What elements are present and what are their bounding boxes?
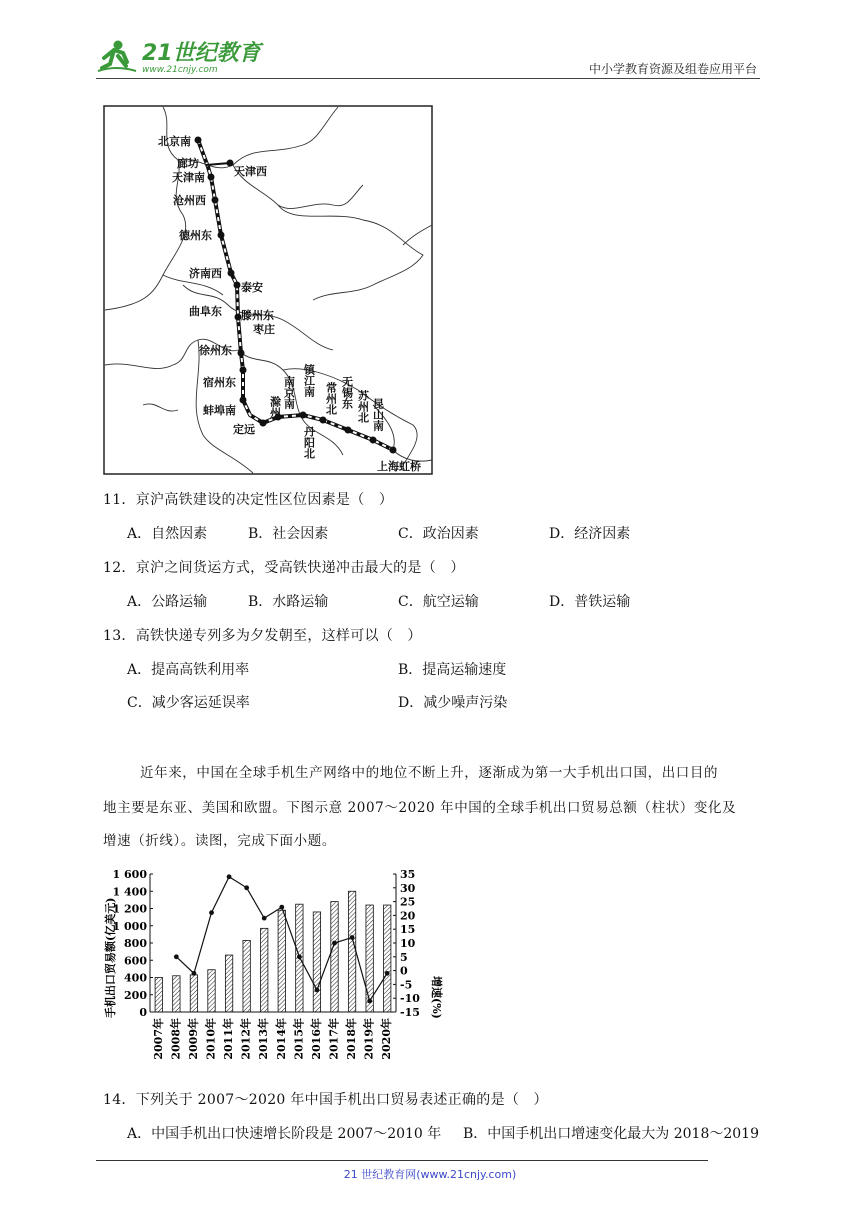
x-tick-label: 2018年 [345,1018,359,1060]
question-14-stem: 14．下列关于 2007～2020 年中国手机出口贸易表述正确的是（ ） [103,1092,548,1108]
y2-tick-label: 5 [400,950,408,964]
q12-option-a[interactable]: A．公路运输 [127,594,208,610]
growth-point [192,971,197,976]
bar [208,970,215,1012]
site-logo [96,38,261,76]
question-12-stem: 12．京沪之间货运方式，受高铁快递冲击最大的是（ ） [103,560,465,576]
label-tengzhoudong: 滕州东 [241,309,274,322]
label-wuxidong: 无锡东 [340,376,354,409]
label-suzhoubei: 苏州北 [356,390,370,423]
q12-option-c[interactable]: C．航空运输 [398,594,479,610]
y-tick-label: 0 [139,1006,147,1019]
q13-option-c[interactable]: C．减少客运延误率 [127,695,250,711]
footer-divider [96,1160,708,1161]
q14-option-a[interactable]: A．中国手机出口快速增长阶段是 2007～2010 年 [127,1126,442,1142]
label-kunshannan: 昆山南 [371,398,385,431]
y-tick-label: 1 400 [112,885,147,899]
bar [225,955,232,1012]
label-suzhoudong: 宿州东 [203,376,236,389]
x-tick-label: 2015年 [292,1018,306,1060]
growth-point [209,910,214,915]
x-tick-label: 2020年 [380,1018,394,1060]
x-tick-label: 2013年 [257,1018,271,1060]
label-qufudong: 曲阜东 [189,305,222,318]
growth-point [385,971,390,976]
label-danyangbei: 丹阳北 [302,426,316,459]
y-tick-label: 1 200 [112,902,147,916]
bar [155,978,162,1013]
bar [348,891,355,1012]
growth-point [227,874,232,879]
growth-point [244,885,249,890]
bar [173,976,180,1012]
bar [190,975,197,1012]
label-jinanxi: 济南西 [189,267,222,280]
y-tick-label: 400 [124,971,147,985]
x-tick-label: 2009年 [186,1018,200,1060]
passage-line-3: 增速（折线）。读图，完成下面小题。 [103,833,336,849]
passage-line-1: 近年来，中国在全球手机生产网络中的地位不断上升，逐渐成为第一大手机出口国，出口目的 [140,765,719,781]
header-divider [96,78,760,79]
growth-point [315,988,320,993]
y-tick-label: 600 [124,954,147,968]
runner-icon [98,41,136,72]
q13-option-b[interactable]: B．提高运输速度 [398,662,507,678]
q13-option-a[interactable]: A．提高高铁利用率 [127,662,250,678]
bar [243,940,250,1012]
growth-point [297,954,302,959]
logo-text: 21世纪教育 [142,41,261,66]
y2-tick-label: 0 [400,964,408,978]
label-zhenjiangnan: 镇江南 [302,364,316,397]
y2-tick-label: -15 [400,1006,420,1019]
label-dezhoudong: 德州东 [179,229,212,242]
y2-tick-label: -10 [400,992,420,1006]
y-tick-label: 200 [124,988,147,1002]
x-tick-label: 2007年 [151,1018,165,1060]
label-langfang: 廊坊 [177,157,199,170]
growth-point [262,916,267,921]
label-tianjinxi: 天津西 [234,165,267,178]
y-tick-label: 1 000 [112,919,147,933]
question-11-stem: 11．京沪高铁建设的决定性区位因素是（ ） [103,492,394,508]
growth-point [332,941,337,946]
growth-point [174,954,179,959]
x-tick-label: 2017年 [327,1018,341,1060]
y-axis-label: 手机出口贸易额(亿美元) [104,897,117,1018]
y2-axis-label: 增速(%) [430,976,443,1019]
bar [313,912,320,1012]
y-tick-label: 1 600 [112,868,147,881]
label-dingyuan: 定远 [233,423,255,436]
label-tianjinnan: 天津南 [172,171,205,184]
x-tick-label: 2014年 [274,1018,288,1060]
y2-tick-label: 30 [400,881,416,895]
q14-option-b[interactable]: B．中国手机出口增速变化最大为 2018～2019 [463,1126,759,1142]
label-taian: 泰安 [241,281,263,294]
railway-map [103,105,433,475]
x-tick-label: 2011年 [222,1018,236,1060]
question-13-stem: 13．高铁快递专列多为夕发朝至，这样可以（ ） [103,628,422,644]
q11-option-c[interactable]: C．政治因素 [398,526,479,542]
q11-option-b[interactable]: B．社会因素 [248,526,329,542]
y2-tick-label: 35 [400,868,416,881]
label-zaozhuang: 枣庄 [253,323,275,336]
x-tick-label: 2010年 [204,1018,218,1060]
label-nanjingnan: 南京南 [282,376,296,409]
logo-url: www.21cnjy.com [142,65,218,75]
export-chart [100,866,443,1066]
label-xuzhoudong: 徐州东 [199,344,232,357]
y2-tick-label: 10 [400,937,416,950]
growth-point [350,935,355,940]
bar [278,910,285,1012]
bar [331,902,338,1012]
q12-option-d[interactable]: D．普铁运输 [549,594,631,610]
passage-line-2: 地主要是东亚、美国和欧盟。下图示意 2007～2020 年中国的全球手机出口贸易总额（柱状）变化及 [103,800,737,816]
q11-option-d[interactable]: D．经济因素 [549,526,631,542]
label-chuzhou: 滁州 [268,396,282,418]
label-bengbunan: 蚌埠南 [203,404,236,417]
bar [261,928,268,1012]
q12-option-b[interactable]: B．水路运输 [248,594,329,610]
y2-tick-label: 20 [400,909,416,923]
y2-tick-label: 15 [400,923,416,937]
label-beijingnan: 北京南 [158,135,191,148]
growth-point [279,905,284,910]
x-tick-label: 2016年 [309,1018,323,1060]
y2-tick-label: -5 [400,978,413,992]
x-tick-label: 2019年 [362,1018,376,1060]
q13-option-d[interactable]: D．减少噪声污染 [398,695,508,711]
label-cangzhouxi: 沧州西 [173,194,206,207]
x-tick-label: 2012年 [239,1018,253,1060]
bar [384,905,391,1012]
growth-point [367,999,372,1004]
y2-tick-label: 25 [400,895,416,909]
q11-option-a[interactable]: A．自然因素 [127,526,208,542]
label-shanghaihongqiao: 上海虹桥 [377,460,421,473]
footer-site-text: 21 世纪教育网(www.21cnjy.com) [343,1168,517,1181]
y-tick-label: 800 [124,937,147,950]
label-changzhoubei: 常州北 [324,382,338,415]
x-tick-label: 2008年 [169,1018,183,1060]
header-platform-name: 中小学教育资源及组卷应用平台 [588,62,757,76]
